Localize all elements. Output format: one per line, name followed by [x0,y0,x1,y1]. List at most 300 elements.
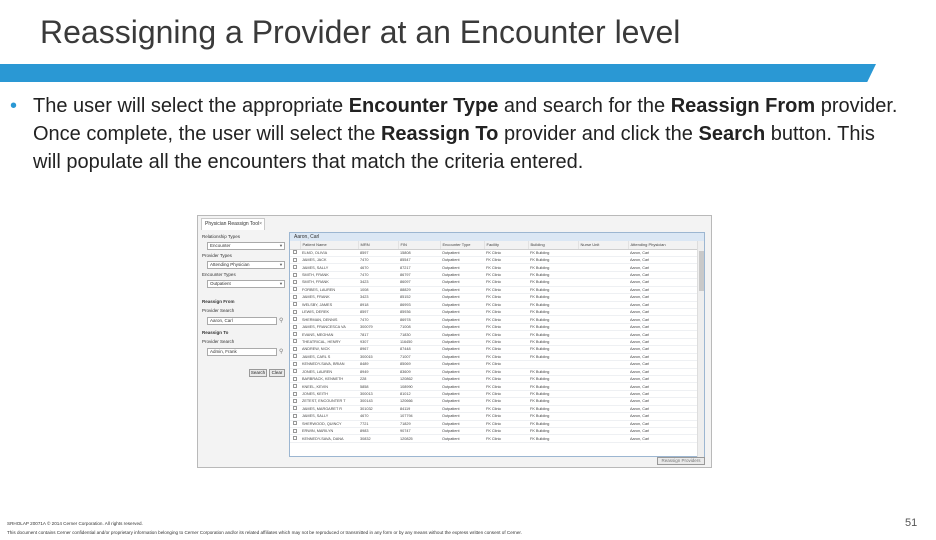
filter-panel [202,232,284,396]
table-cell: Outpatient [440,435,484,442]
table-cell: 30832 [358,435,398,442]
row-checkbox[interactable] [293,377,297,381]
table-cell: FK Building [528,368,578,375]
table-cell: Aaron, Carl [628,428,698,435]
table-cell: 4670 [358,413,398,420]
row-checkbox[interactable] [293,273,297,277]
table-cell: FK Clinic [484,323,528,330]
footer-copyright: SRHOLAP 20071A © 2014 Cerner Corporation. All rights reserved. [7,521,143,526]
table-cell: Aaron, Carl [628,301,698,308]
reassign-to-label: Reassign To [202,330,229,335]
table-row[interactable] [290,264,698,271]
row-checkbox[interactable] [293,369,297,373]
table-cell [578,361,628,368]
table-cell: 7470 [358,316,398,323]
table-cell: 107794 [398,413,440,420]
table-cell: FK Clinic [484,301,528,308]
table-cell: Outpatient [440,309,484,316]
table-cell: Outpatient [440,264,484,271]
table-cell: SHERMAN, DENNIS [300,316,358,323]
select-all-column-header[interactable] [290,241,300,249]
relationship-type-select[interactable] [207,242,285,250]
table-row[interactable] [290,383,698,390]
table-cell [578,316,628,323]
row-checkbox-cell[interactable] [290,323,300,330]
table-cell: Aaron, Carl [628,264,698,271]
row-checkbox-cell[interactable] [290,361,300,368]
table-cell: 86978 [398,316,440,323]
row-checkbox[interactable] [293,287,297,291]
table-cell: KENNEDY-SAVA, BRIAN [300,361,358,368]
table-cell: 87217 [398,264,440,271]
table-row[interactable] [290,390,698,397]
table-cell [578,249,628,256]
row-checkbox-cell[interactable] [290,338,300,345]
table-cell: Aaron, Carl [628,361,698,368]
table-row[interactable] [290,279,698,286]
table-cell: FK Building [528,316,578,323]
table-cell: FK Clinic [484,383,528,390]
table-cell: 71008 [398,323,440,330]
table-cell: FK Clinic [484,338,528,345]
table-cell: 7721 [358,420,398,427]
table-row[interactable] [290,301,698,308]
row-checkbox[interactable] [293,302,297,306]
table-cell: Aaron, Carl [628,323,698,330]
table-cell: Aaron, Carl [628,331,698,338]
row-checkbox-cell[interactable] [290,413,300,420]
table-cell: FK Clinic [484,309,528,316]
table-cell: Outpatient [440,368,484,375]
table-cell: JAMES, SALLY [300,413,358,420]
row-checkbox[interactable] [293,339,297,343]
encounter-type-value: Outpatient [210,281,231,286]
bullet-text-part: button. This will populate all the encounters that match the criteria entered. [33,123,875,173]
encounter-table [290,241,699,443]
reassign-providers-button[interactable]: Reassign Providers [657,457,705,465]
row-checkbox[interactable] [293,429,297,433]
table-cell [578,375,628,382]
table-row[interactable] [290,428,698,435]
table-cell: 7470 [358,256,398,263]
table-cell: 84119 [398,405,440,412]
table-cell: JAMES, FRANCESCA VA [300,323,358,330]
row-checkbox-cell[interactable] [290,390,300,397]
bullet-text-part: The user will select the appropriate [33,95,349,117]
bullet-text-part: and search for the [498,95,671,117]
table-row[interactable] [290,413,698,420]
row-checkbox[interactable] [293,317,297,321]
bullet-bold-search: Search [698,123,766,145]
table-row[interactable] [290,249,698,256]
table-cell [578,353,628,360]
column-header[interactable]: Nurse Unit [578,241,628,249]
table-cell: 85936 [398,309,440,316]
provider-type-value: Attending Physician [210,262,250,267]
row-checkbox-cell[interactable] [290,249,300,256]
row-checkbox[interactable] [293,310,297,314]
table-cell: Aaron, Carl [628,294,698,301]
row-checkbox[interactable] [293,392,297,396]
row-checkbox[interactable] [293,265,297,269]
table-cell: 120825 [398,435,440,442]
row-checkbox[interactable] [293,354,297,358]
relationship-types-label: Relationship Types [202,234,240,239]
column-header[interactable]: Attending Physician [628,241,698,249]
clear-button[interactable]: Clear [269,369,285,377]
row-checkbox-cell[interactable] [290,264,300,271]
table-cell [578,435,628,442]
table-cell: Aaron, Carl [628,405,698,412]
table-cell: FK Building [528,375,578,382]
column-header[interactable]: Facility [484,241,528,249]
table-row[interactable] [290,420,698,427]
table-cell: Aaron, Carl [628,309,698,316]
table-row[interactable] [290,346,698,353]
table-cell [578,398,628,405]
row-checkbox[interactable] [293,414,297,418]
table-cell: 300079 [358,323,398,330]
row-checkbox-cell[interactable] [290,286,300,293]
bullet-bold-encounter-type: Encounter Type [348,95,499,117]
table-cell: LEWIS, DEREK [300,309,358,316]
table-cell: FK Building [528,390,578,397]
table-cell: Aaron, Carl [628,390,698,397]
table-cell: 120862 [398,375,440,382]
column-header[interactable]: MRN [358,241,398,249]
scrollbar-thumb[interactable] [699,251,704,291]
table-cell: FK Clinic [484,353,528,360]
table-cell: 8983 [358,428,398,435]
table-row[interactable] [290,286,698,293]
footer-disclaimer: This document contains Cerner confidential and/or proprietary information belonging to Cerner Corporation and/or its related affiliates which may not be reproduced or transmitted in any form or by any means without the express written consent of Cerner. [7,530,522,535]
table-cell: 301032 [358,405,398,412]
footer-legal [7,519,522,537]
table-cell: FK Clinic [484,249,528,256]
table-cell: FK Clinic [484,368,528,375]
column-header[interactable]: Patient Name [300,241,358,249]
table-cell: JAMES, CARL S [300,353,358,360]
table-cell: FK Building [528,413,578,420]
table-cell: Aaron, Carl [628,398,698,405]
table-cell: 71830 [398,331,440,338]
row-checkbox[interactable] [293,347,297,351]
table-cell: 300143 [358,398,398,405]
table-cell: Aaron, Carl [628,271,698,278]
table-cell: Outpatient [440,316,484,323]
table-cell: FK Building [528,420,578,427]
vertical-scrollbar[interactable] [697,241,704,457]
table-cell: 71007 [398,353,440,360]
table-cell: Outpatient [440,338,484,345]
bullet-bold-reassign-to: Reassign To [380,123,499,145]
tab-label: Physician Reassign Tool [205,221,260,227]
table-row[interactable] [290,294,698,301]
table-cell: 3423 [358,279,398,286]
table-cell: JAMES, SALLY [300,264,358,271]
row-checkbox-cell[interactable] [290,405,300,412]
table-cell: FK Building [528,428,578,435]
table-cell: Outpatient [440,383,484,390]
table-cell: BARBRACK, KENNETH [300,375,358,382]
table-cell: FK Building [528,346,578,353]
table-cell [578,256,628,263]
table-cell: JAMES, FRANK [300,294,358,301]
table-cell: Outpatient [440,398,484,405]
row-checkbox[interactable] [293,362,297,366]
table-cell: 71829 [398,420,440,427]
table-cell: SHERWOOD, QUINCY [300,420,358,427]
table-header-row [290,241,698,249]
table-cell: FK Clinic [484,346,528,353]
table-cell: JONES, LAUREN [300,368,358,375]
row-checkbox[interactable] [293,280,297,284]
table-cell: FK Building [528,279,578,286]
row-checkbox-cell[interactable] [290,256,300,263]
table-cell [578,286,628,293]
table-row[interactable] [290,405,698,412]
row-checkbox-cell[interactable] [290,309,300,316]
table-cell [578,279,628,286]
table-cell: 88829 [398,286,440,293]
row-checkbox-cell[interactable] [290,435,300,442]
table-cell: FK Building [528,264,578,271]
table-cell: FK Clinic [484,435,528,442]
table-row[interactable] [290,331,698,338]
chevron-down-icon: ▼ [279,243,283,248]
column-header[interactable]: FIN [398,241,440,249]
bullet-text [33,92,903,176]
close-icon[interactable]: × [259,221,262,227]
table-cell: 7470 [358,271,398,278]
table-cell: FK Building [528,338,578,345]
table-cell: Outpatient [440,346,484,353]
table-cell [578,271,628,278]
row-checkbox-cell[interactable] [290,279,300,286]
table-cell: FK Building [528,435,578,442]
row-checkbox[interactable] [293,295,297,299]
table-cell: 300013 [358,390,398,397]
table-row[interactable] [290,271,698,278]
row-checkbox[interactable] [293,421,297,425]
table-cell [578,264,628,271]
table-cell [578,309,628,316]
table-cell: FK Building [528,353,578,360]
table-cell: 3423 [358,294,398,301]
table-cell: 108990 [398,383,440,390]
title-accent-bar [0,64,876,82]
table-cell: 8967 [358,346,398,353]
table-cell: 8597 [358,309,398,316]
table-cell: EVANS, MEGHAN [300,331,358,338]
table-cell: ANDREW, NICK [300,346,358,353]
provider-type-select[interactable] [207,261,285,269]
table-cell: FK Building [528,286,578,293]
table-row[interactable] [290,323,698,330]
table-row[interactable] [290,375,698,382]
table-cell: Outpatient [440,375,484,382]
table-cell: FK Clinic [484,375,528,382]
table-cell [578,301,628,308]
chevron-down-icon: ▼ [279,281,283,286]
encounter-grid [289,232,705,457]
table-cell: 87448 [398,346,440,353]
table-cell: Outpatient [440,331,484,338]
row-checkbox[interactable] [293,258,297,262]
row-checkbox[interactable] [293,406,297,410]
bullet-dot-icon: • [10,95,18,117]
column-header[interactable]: Building [528,241,578,249]
table-cell: FK Clinic [484,390,528,397]
column-header[interactable]: Encounter Type [440,241,484,249]
table-cell: Aaron, Carl [628,375,698,382]
relationship-type-value: Encounter [210,243,231,248]
table-cell: Outpatient [440,249,484,256]
table-cell: FK Clinic [484,294,528,301]
row-checkbox-cell[interactable] [290,346,300,353]
table-cell: Aaron, Carl [628,413,698,420]
row-checkbox-cell[interactable] [290,301,300,308]
reassign-from-input[interactable]: Aaron, Carl [207,317,277,325]
row-checkbox[interactable] [293,399,297,403]
table-cell: ZETEST, ENCOUNTER T [300,398,358,405]
table-cell: Outpatient [440,413,484,420]
table-cell: Aaron, Carl [628,279,698,286]
chevron-down-icon: ▼ [279,262,283,267]
table-cell: Outpatient [440,390,484,397]
table-cell [578,368,628,375]
table-row[interactable] [290,361,698,368]
table-cell: 86097 [398,279,440,286]
table-row[interactable] [290,398,698,405]
table-cell: SMITH, FRANK [300,271,358,278]
table-cell [578,383,628,390]
row-checkbox-cell[interactable] [290,420,300,427]
table-cell: 86797 [398,271,440,278]
table-cell: Aaron, Carl [628,346,698,353]
search-icon[interactable]: ⚲ [279,318,284,324]
row-checkbox[interactable] [293,250,297,254]
table-cell: FK Building [528,323,578,330]
row-checkbox-cell[interactable] [290,428,300,435]
table-cell: ELMO, OLIVIA [300,249,358,256]
table-cell: FK Clinic [484,279,528,286]
table-cell: FK Building [528,256,578,263]
table-cell: Aaron, Carl [628,338,698,345]
bullet-text-part: provider. Once complete, the user will select the [33,95,898,145]
bullet-text-part: provider and click the [498,123,699,145]
table-cell: FK Building [528,383,578,390]
table-cell: FK Clinic [484,331,528,338]
table-row[interactable] [290,368,698,375]
table-cell: Outpatient [440,301,484,308]
table-row[interactable] [290,309,698,316]
table-cell: FK Clinic [484,398,528,405]
table-cell [578,294,628,301]
table-cell: 228 [358,375,398,382]
table-row[interactable] [290,338,698,345]
row-checkbox[interactable] [293,332,297,336]
table-cell: Aaron, Carl [628,256,698,263]
table-cell: JAMES, MARGARET R [300,405,358,412]
table-cell: Outpatient [440,428,484,435]
encounter-types-label: Encounter Types [202,272,236,277]
row-checkbox-cell[interactable] [290,331,300,338]
table-row[interactable] [290,256,698,263]
table-cell [578,405,628,412]
table-cell [578,323,628,330]
row-checkbox[interactable] [293,325,297,329]
table-cell: FK Building [528,271,578,278]
row-checkbox-cell[interactable] [290,316,300,323]
table-cell: 4670 [358,264,398,271]
table-cell: 1008 [358,286,398,293]
row-checkbox-cell[interactable] [290,375,300,382]
table-cell: 83609 [398,368,440,375]
reassign-to-input[interactable]: Admin, Frank [207,348,277,356]
table-cell: Outpatient [440,294,484,301]
table-cell: FK Building [528,249,578,256]
table-cell: 120666 [398,398,440,405]
table-cell: FK Building [528,331,578,338]
row-checkbox[interactable] [293,436,297,440]
table-cell: Outpatient [440,420,484,427]
table-cell [578,331,628,338]
row-checkbox-cell[interactable] [290,271,300,278]
provider-search-label-to: Provider Search [202,339,235,344]
table-cell: 15808 [398,249,440,256]
table-cell: Outpatient [440,361,484,368]
table-cell: FK Building [528,301,578,308]
table-cell: FK Clinic [484,420,528,427]
table-cell: Aaron, Carl [628,353,698,360]
bullet-bold-reassign-from: Reassign From [670,95,816,117]
table-cell: 85547 [398,256,440,263]
table-cell: Aaron, Carl [628,420,698,427]
grid-provider-header: Aaron, Carl [290,233,704,241]
table-row[interactable] [290,316,698,323]
table-cell: FK Clinic [484,286,528,293]
table-cell: 90747 [398,428,440,435]
row-checkbox[interactable] [293,384,297,388]
table-cell [578,420,628,427]
table-cell: 8597 [358,249,398,256]
table-cell: FK Building [528,398,578,405]
table-row[interactable] [290,435,698,442]
table-cell: Outpatient [440,405,484,412]
row-checkbox-cell[interactable] [290,353,300,360]
table-cell: Outpatient [440,279,484,286]
tab-physician-reassign-tool[interactable] [201,218,265,230]
row-checkbox-cell[interactable] [290,294,300,301]
search-icon[interactable]: ⚲ [279,349,284,355]
row-checkbox-cell[interactable] [290,383,300,390]
table-cell: 5858 [358,383,398,390]
table-row[interactable] [290,353,698,360]
row-checkbox-cell[interactable] [290,368,300,375]
table-cell: 81012 [398,390,440,397]
table-cell: FK Building [528,294,578,301]
search-button[interactable]: Search [250,370,266,375]
table-cell: THEATRICAL, HENRY [300,338,358,345]
table-cell: WELSBY, JAMES [300,301,358,308]
encounter-type-select[interactable] [207,280,285,288]
table-cell: 8949 [358,368,398,375]
table-cell: FK Clinic [484,428,528,435]
row-checkbox-cell[interactable] [290,398,300,405]
page-number: 51 [905,517,918,529]
table-cell: Outpatient [440,323,484,330]
